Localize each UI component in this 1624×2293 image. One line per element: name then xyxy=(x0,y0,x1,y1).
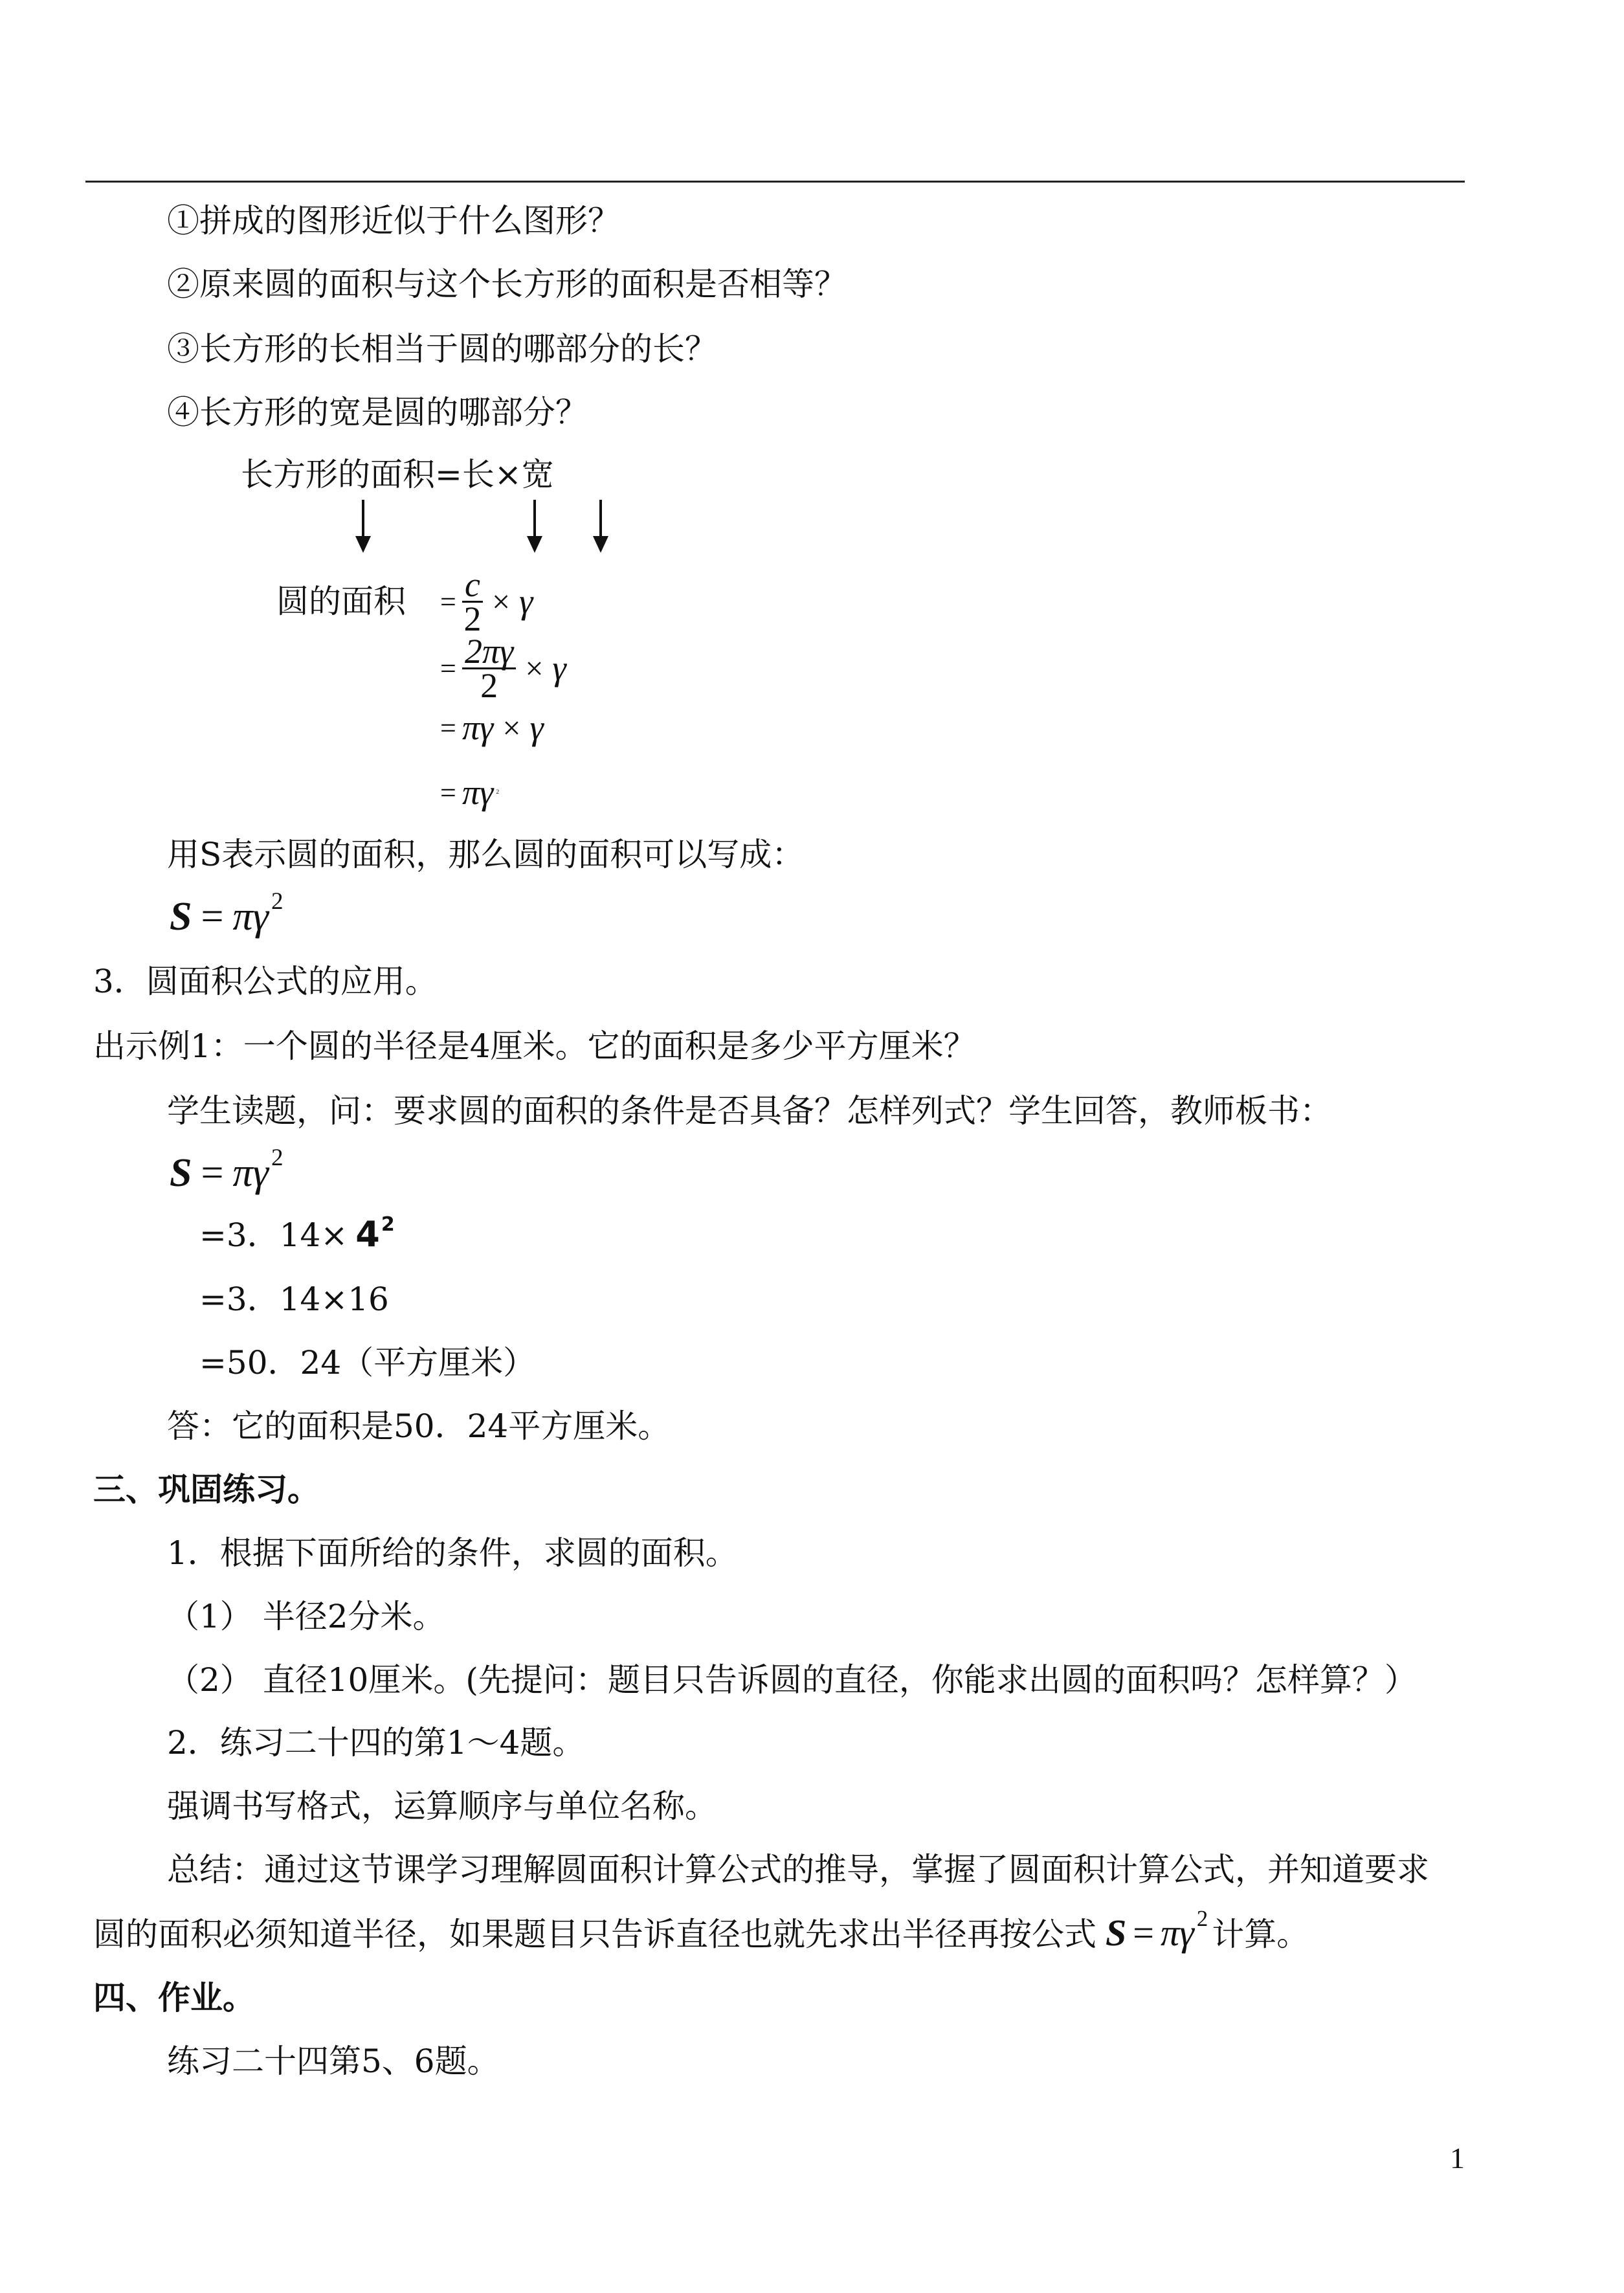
practice-item-1a: （1） 半径2分米。 xyxy=(167,1598,445,1635)
derivation-arrows xyxy=(337,498,628,557)
factor: γ xyxy=(519,582,533,621)
formula-rhs: πγ xyxy=(232,895,269,939)
formula-exponent: 2 xyxy=(1196,1906,1208,1932)
derivation-row-1 xyxy=(440,565,533,638)
formula-rhs: πγ xyxy=(232,1151,269,1195)
header-rule xyxy=(85,181,1465,183)
equals-sign: = xyxy=(440,652,456,684)
formula-lhs: S xyxy=(170,895,192,939)
calc-step-1 xyxy=(199,1215,395,1254)
summary-line-2 xyxy=(93,1906,1309,1954)
intro-s-text: 用S表示圆的面积，那么圆的面积可以写成： xyxy=(167,836,805,873)
question-1: ①拼成的图形近似于什么图形？ xyxy=(167,202,620,240)
formula-lhs: S xyxy=(1106,1912,1127,1954)
formula-rhs: πγ xyxy=(1160,1912,1194,1954)
question-4: ④长方形的宽是圆的哪部分？ xyxy=(167,394,588,431)
factor: γ xyxy=(552,649,566,688)
times-sign: × xyxy=(525,650,544,686)
question-2: ②原来圆的面积与这个长方形的面积是否相等？ xyxy=(167,265,847,303)
area-formula xyxy=(170,888,284,939)
calc-step-1-prefix: =3．14× xyxy=(199,1216,348,1254)
times-sign: × xyxy=(491,583,511,620)
homework-text: 练习二十四第5、6题。 xyxy=(167,2042,500,2080)
page-number: 1 xyxy=(1450,2142,1465,2175)
term: πγ xyxy=(462,708,494,747)
down-arrow-icon xyxy=(527,500,542,553)
derivation-row-2 xyxy=(440,631,566,705)
question-3: ③长方形的长相当于圆的哪部分的长？ xyxy=(167,330,717,368)
rectangle-area-formula: 长方形的面积=长×宽 xyxy=(241,456,554,493)
inline-area-formula xyxy=(1106,1906,1208,1954)
teacher-prompt: 学生读题，问：要求圆的面积的条件是否具备？怎样列式？学生回答，教师板书： xyxy=(167,1092,1332,1130)
area-formula-example xyxy=(170,1145,284,1196)
factor: γ xyxy=(529,708,544,747)
denominator: 2 xyxy=(463,599,482,638)
practice-note: 强调书写格式，运算顺序与单位名称。 xyxy=(167,1787,717,1825)
summary-line-2-text: 圆的面积必须知道半径，如果题目只告诉直径也就先求出半径再按公式 xyxy=(93,1916,1096,1953)
practice-item-2: 2．练习二十四的第1～4题。 xyxy=(167,1724,585,1762)
equals-sign: = xyxy=(440,585,456,618)
numerator: c xyxy=(465,565,480,604)
derivation-row-3 xyxy=(440,695,544,760)
equals-sign: = xyxy=(440,711,456,744)
formula-exponent: 2 xyxy=(271,1145,284,1172)
summary-line-2-end: 计算。 xyxy=(1212,1916,1309,1953)
fraction xyxy=(462,565,483,638)
example-1: 出示例1：一个圆的半径是4厘米。它的面积是多少平方厘米？ xyxy=(93,1027,976,1065)
practice-item-1: 1．根据下面所给的条件，求圆的面积。 xyxy=(167,1534,738,1572)
term: πγ xyxy=(462,773,494,812)
calc-step-1-base: 4 xyxy=(355,1214,380,1255)
calc-step-3: =50．24（平方厘米） xyxy=(199,1344,536,1381)
denominator: 2 xyxy=(480,666,498,705)
down-arrow-icon xyxy=(593,500,608,553)
practice-item-1b: （2） 直径10厘米。(先提问：题目只告诉圆的直径，你能求出圆的面积吗？怎样算？） xyxy=(167,1661,1417,1699)
formula-equals: = xyxy=(1133,1912,1154,1954)
section-3-title: 3．圆面积公式的应用。 xyxy=(93,963,438,1000)
derivation-row-4: = πγ 2 xyxy=(440,773,500,812)
down-arrow-icon xyxy=(355,500,371,553)
numerator: 2πγ xyxy=(465,631,514,671)
formula-equals: = xyxy=(201,1151,224,1195)
calc-step-1-exponent: 2 xyxy=(381,1213,395,1236)
homework-title: 四、作业。 xyxy=(93,1978,255,2017)
answer-text: 答：它的面积是50．24平方厘米。 xyxy=(167,1407,671,1445)
circle-area-label: 圆的面积 xyxy=(276,583,406,620)
practice-title: 三、巩固练习。 xyxy=(93,1470,320,1508)
formula-exponent: 2 xyxy=(271,888,284,915)
times-sign: × xyxy=(502,710,521,746)
formula-lhs: S xyxy=(170,1151,192,1195)
calc-step-2: =3．14×16 xyxy=(199,1281,389,1318)
equals-sign: = xyxy=(440,776,456,809)
fraction xyxy=(462,631,516,705)
summary-line-1: 总结：通过这节课学习理解圆面积计算公式的推导，掌握了圆面积计算公式，并知道要求 xyxy=(167,1851,1429,1888)
formula-equals: = xyxy=(201,895,224,939)
